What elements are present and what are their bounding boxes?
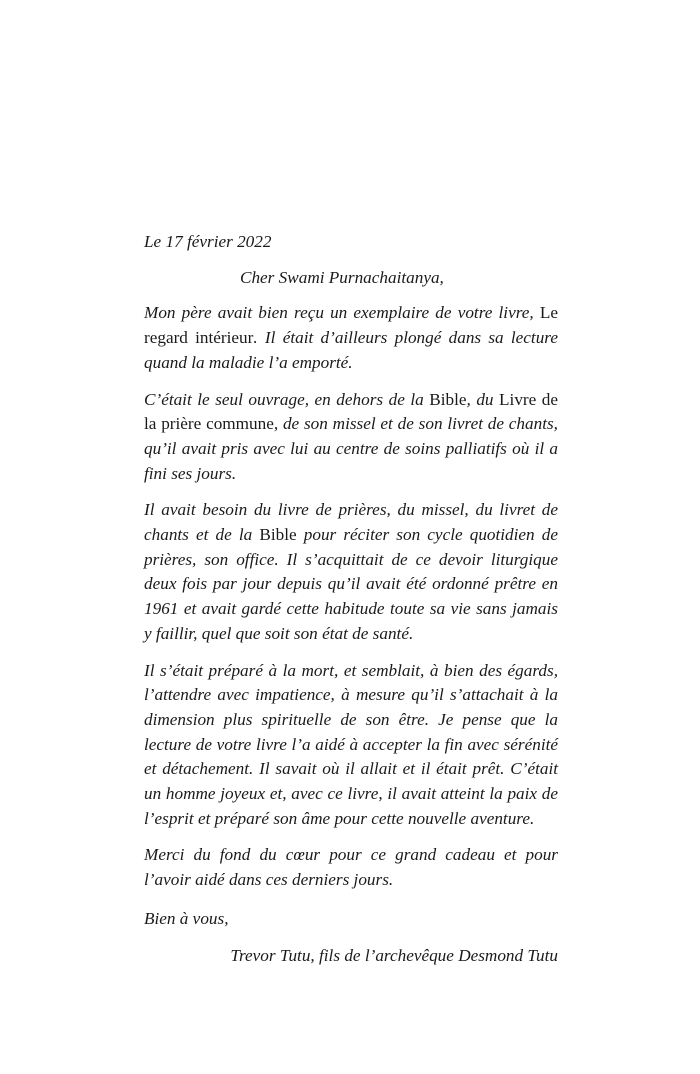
letter-date: Le 17 février 2022 (144, 232, 272, 251)
book-title-livre-priere-commune: Livre de la prière commune (144, 389, 559, 434)
book-title-bible: Bible (429, 389, 467, 409)
p5-text: Merci du fond du cœur pour ce grand cadeau et pour l’avoir aidé dans ces derniers jours. (144, 845, 558, 890)
p2-text-a: C’était le seul ouvrage, en dehors de la (144, 389, 430, 409)
p1-text-c: . Il était d’ailleurs plongé dans sa lecture quand la maladie l’a emporté. (144, 328, 558, 372)
p2-text-e: , de son missel et de son livret de chants, qu’il avait pris avec lui au centre de soins palliatifs où il a fini ses jours. (144, 414, 558, 483)
p3-text-c: pour réciter son cycle quotidien de prières, son office. Il s’acquittait de ce devoir liturgique deux fois par jour depuis qu’il avait été ordonné prêtre en 1961 et avait gardé cette habitude toute sa vie sans jamais y faillir, quel que soit son état de santé. (144, 525, 558, 643)
letter-salutation: Cher Swami Purnachaitanya, (240, 267, 444, 287)
letter-closing: Bien à vous, (144, 908, 229, 928)
letter-paragraph-4 (144, 659, 558, 832)
letter-paragraph-3 (144, 498, 558, 646)
p2-text-c: , du (466, 389, 500, 409)
letter-signature: Trevor Tutu, fils de l’archevêque Desmond Tutu (230, 945, 558, 965)
letter-paragraph-5 (144, 843, 558, 892)
book-title-bible-2: Bible (259, 525, 297, 545)
book-title-le-regard-interieur: Le regard intérieur (144, 303, 558, 348)
p1-text-a: Mon père avait bien reçu un exemplaire de votre livre, (144, 303, 540, 323)
letter (144, 230, 558, 968)
p4-text: Il s’était préparé à la mort, et semblait, à bien des égards, l’attendre avec impatience, à mesure qu’il s’attachait à la dimension plus spirituelle de son être. Je pense que la lecture de votre livre l’a aidé à accepter la fin avec sérénité et détachement. Il savait où il allait et il était prêt. C’était un homme joyeux et, avec ce livre, il avait atteint la paix de l’esprit et préparé son âme pour cette nouvelle aventure. (144, 660, 558, 828)
letter-paragraph-2 (144, 388, 558, 487)
letter-paragraph-1 (144, 301, 558, 375)
p3-text-a: Il avait besoin du livre de prières, du missel, du livret de chants et de la (144, 500, 558, 545)
